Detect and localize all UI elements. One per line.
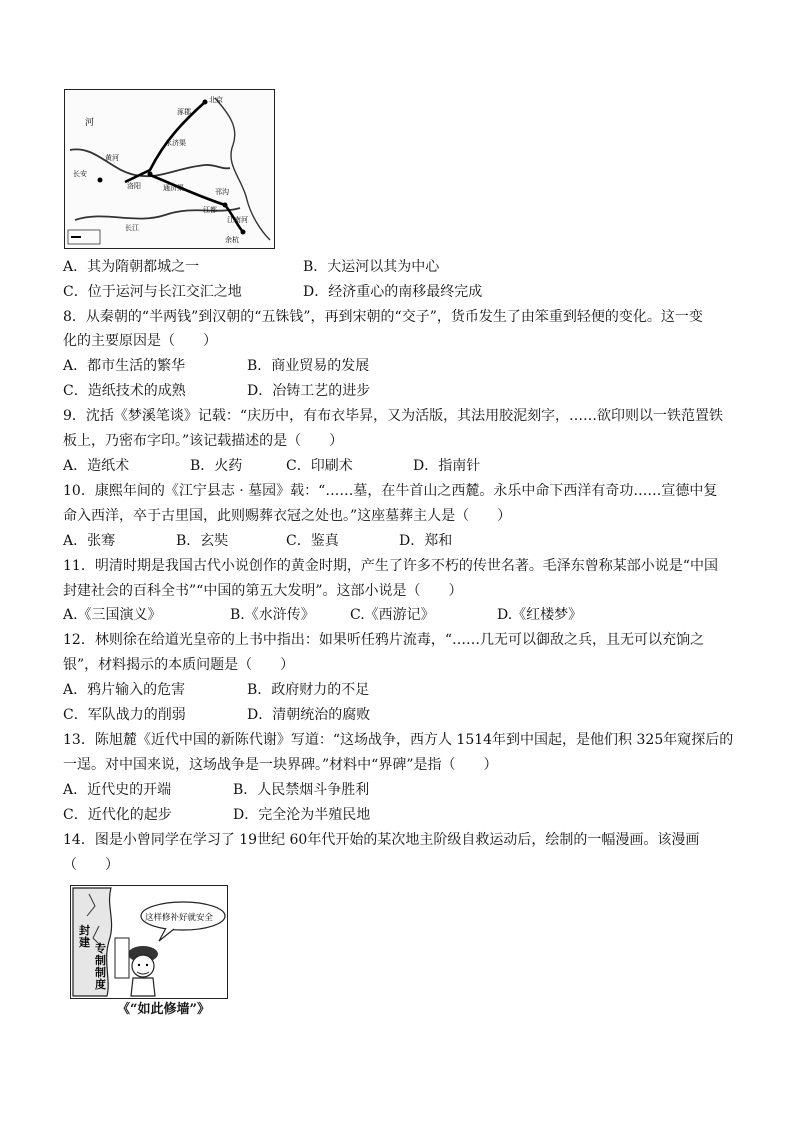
q7-option-b[interactable]: B．大运河以其为中心 [303, 259, 440, 275]
wall-char: 制 [95, 966, 106, 979]
wall-char: 专 [95, 942, 106, 955]
map-label: 长江 [125, 224, 139, 232]
q11-option-b[interactable]: B.《水浒传》 [230, 607, 315, 623]
q13-option-c[interactable]: C．近代化的起步 [63, 807, 172, 823]
map-label: 江都 [203, 206, 217, 214]
wall-char: 度 [95, 978, 106, 991]
q10-option-d[interactable]: D．郑和 [399, 533, 453, 549]
map-label: 涿郡 [177, 108, 191, 116]
q9-option-c[interactable]: C．印刷术 [286, 458, 353, 474]
q12-option-b[interactable]: B．政府财力的不足 [247, 682, 370, 698]
q10-stem-line2: 命入西洋，卒于古里国，此则赐葬衣冠之处也。”这座墓葬主人是（ ） [63, 508, 512, 524]
q10-stem-line1: 10．康熙年间的《江宁县志 · 墓园》载：“……墓，在牛首山之西麓。永乐中命下西洋有奇功……宣德中复 [63, 483, 718, 499]
q9-stem-line1: 9．沈括《梦溪笔谈》记载：“庆历中，有布衣毕昇，又为活版，其法用胶泥刻字，……欲印则以一铁范置铁 [63, 408, 724, 424]
cartoon-speech: 这样修补好就安全 [145, 913, 214, 923]
q14-stem-line1: 14．图是小曾同学在学习了 19世纪 60年代开始的某次地主阶级自救运动后，绘制的一幅漫画。该漫画 [63, 832, 700, 848]
map-label: 河 [85, 118, 95, 128]
q12-stem-line2: 银”，材料揭示的本质问题是（ ） [63, 657, 295, 673]
grand-canal-map [64, 89, 275, 249]
q8-stem-line1: 8．从秦朝的“半两钱”到汉朝的“五铢钱”，再到宋朝的“交子”，货币发生了由笨重到轻便的变化。这一变 [63, 309, 703, 325]
map-label: 北京 [209, 96, 223, 104]
q11-option-a[interactable]: A.《三国演义》 [63, 607, 162, 623]
q12-option-c[interactable]: C．军队战力的削弱 [63, 707, 186, 723]
q11-option-d[interactable]: D.《红楼梦》 [497, 607, 583, 623]
map-label: 黄河 [105, 154, 119, 162]
q10-option-a[interactable]: A．张骞 [63, 533, 116, 549]
cartoon-caption: 《“如此修墙”》 [117, 1002, 210, 1017]
map-label: 邗沟 [215, 188, 229, 196]
q12-option-a[interactable]: A．鸦片输入的危害 [63, 682, 186, 698]
q7-option-c[interactable]: C．位于运河与长江交汇之地 [63, 284, 242, 300]
q12-option-d[interactable]: D．清朝统治的腐败 [247, 707, 371, 723]
q13-stem-line2: 一逞。对中国来说，这场战争是一块界碑。”材料中“界碑”是指（ ） [63, 757, 498, 773]
q12-stem-line1: 12．林则徐在给道光皇帝的上书中指出：如果听任鸦片流毒，“……几无可以御敌之兵，且无可以充饷之 [63, 632, 704, 648]
q7-option-d[interactable]: D．经济重心的南移最终完成 [303, 284, 483, 300]
wall-char: 封 [79, 924, 90, 937]
q9-stem-line2: 板上，乃密布字印。”该记载描述的是（ ） [63, 433, 344, 449]
q10-option-c[interactable]: C．鉴真 [286, 533, 339, 549]
q8-option-a[interactable]: A．都市生活的繁华 [63, 358, 186, 374]
map-label: 永济渠 [165, 139, 186, 147]
q13-option-a[interactable]: A．近代史的开端 [63, 782, 172, 798]
map-drawing [65, 90, 274, 248]
wall-char: 建 [79, 936, 90, 949]
q10-option-b[interactable]: B．玄奘 [176, 533, 229, 549]
q13-option-d[interactable]: D．完全沦为半殖民地 [233, 807, 371, 823]
map-label: 江南河 [227, 216, 248, 224]
q13-option-b[interactable]: B．人民禁烟斗争胜利 [233, 782, 370, 798]
wall-char: 制 [95, 954, 106, 967]
q9-option-b[interactable]: B．火药 [190, 458, 243, 474]
q9-option-a[interactable]: A．造纸术 [63, 458, 130, 474]
map-label: 洛阳 [127, 182, 141, 190]
map-label: 长安 [73, 170, 87, 178]
q8-option-d[interactable]: D．冶铸工艺的进步 [247, 383, 371, 399]
cartoon-figure [70, 885, 228, 999]
q11-stem-line1: 11．明清时期是我国古代小说创作的黄金时期，产生了许多不朽的传世名著。毛泽东曾称某部小说是“中国 [63, 558, 718, 574]
cartoon-drawing [71, 886, 227, 998]
map-label: 通济渠 [163, 184, 184, 192]
q8-option-c[interactable]: C．造纸技术的成熟 [63, 383, 186, 399]
q11-stem-line2: 封建社会的百科全书”“中国的第五大发明”。这部小说是（ ） [63, 583, 463, 599]
q8-option-b[interactable]: B．商业贸易的发展 [247, 358, 370, 374]
q14-stem-line2: （ ） [63, 857, 119, 873]
q13-stem-line1: 13．陈旭麓《近代中国的新陈代谢》写道：“这场战争，西方人 1514年到中国起，是他们积 325年窥探后的 [63, 732, 734, 748]
q7-option-a[interactable]: A．其为隋朝都城之一 [63, 259, 200, 275]
q8-stem-line2: 化的主要原因是（ ） [63, 333, 217, 349]
q11-option-c[interactable]: C.《西游记》 [350, 607, 435, 623]
map-label: 余杭 [225, 236, 239, 244]
q9-option-d[interactable]: D．指南针 [413, 458, 481, 474]
